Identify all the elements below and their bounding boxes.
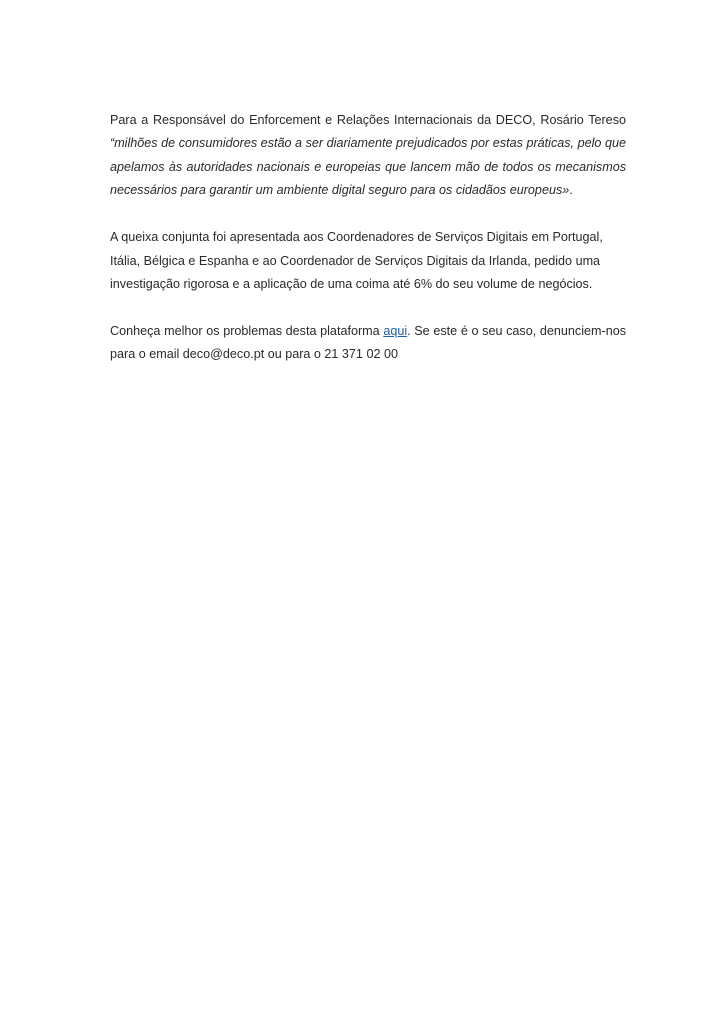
aqui-link[interactable]: aqui xyxy=(383,324,408,339)
paragraph-complaint: A queixa conjunta foi apresentada aos Coordenadores de Serviços Digitais em Portugal, Itália, Bélgica e Espanha e ao Coordenador de Serviços Digitais da Irlanda, pedido uma investigação rigorosa e a aplicação de uma coima até 6% do seu volume de negócios. xyxy=(110,230,603,292)
paragraph-contact xyxy=(110,320,626,367)
paragraph-3-after-link: . Se este é o seu caso, denunciem-nos para o email deco@deco.pt ou para o 21 371 02 00 xyxy=(110,324,626,362)
paragraph-1-quote: “milhões de consumidores estão a ser diariamente prejudicados por estas práticas, pelo que apelamos às autoridades nacionais e europeias que lancem mão de todos os mecanismos necessários para garantir um ambiente digital seguro para os cidadãos europeus» xyxy=(110,136,626,198)
paragraph-quote xyxy=(110,109,626,203)
paragraph-1-end: . xyxy=(569,183,573,198)
document-body xyxy=(110,109,626,367)
paragraph-3-before-link: Conheça melhor os problemas desta plataforma xyxy=(110,324,384,339)
paragraph-1-lead: Para a Responsável do Enforcement e Relações Internacionais da DECO, Rosário Tereso xyxy=(110,113,626,127)
